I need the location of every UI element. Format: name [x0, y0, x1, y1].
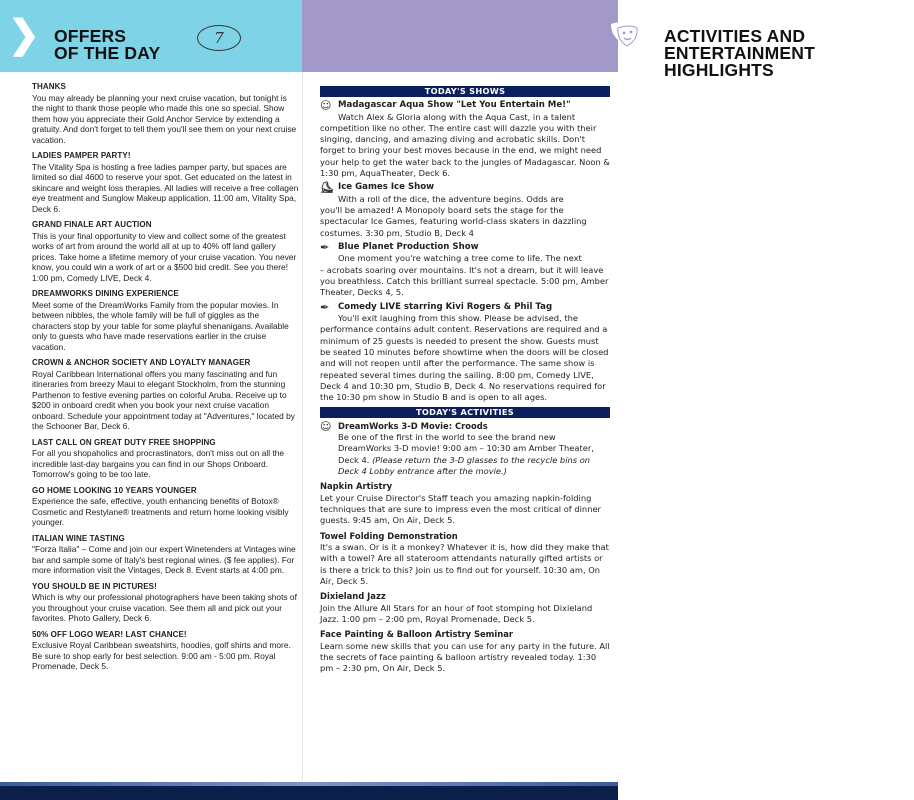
- offer-title: CROWN & ANCHOR SOCIETY AND LOYALTY MANAGER: [32, 358, 251, 367]
- offers-title: OFFERS OF THE DAY: [54, 26, 161, 63]
- activity-title: Napkin Artistry: [320, 481, 393, 492]
- activity-text: Learn some new skills that you can use for any party in the future. All the secrets of face painting & balloon artistry revealed today. 1:30 pm – 2:30 pm, On Air, Deck 5.: [320, 640, 610, 674]
- offer-text: Royal Caribbean International offers you many fascinating and fun itineraries from breezy Maui to elegant Stockholm, from the stunning Parthenon to festive evening parties on colorful Aruba. Receive up to $200 in onboard credit when you book your next cruise vacation onboard. Schedule your appointment today at "Adventures," located by the Schooner Bar, Deck 6.: [32, 368, 295, 431]
- show-title: Ice Games Ice Show: [338, 182, 435, 193]
- offer-title: 50% OFF LOGO WEAR! LAST CHANCE!: [32, 629, 187, 639]
- offers-header: [0, 0, 302, 72]
- show-text-first: With a roll of the dice, the adventure begins. Odds are: [338, 193, 564, 204]
- todays-activities-bar: TODAY'S ACTIVITIES: [320, 407, 610, 418]
- theater-masks-icon: [608, 18, 640, 50]
- offer-title: LADIES PAMPER PARTY!: [32, 151, 131, 160]
- offer-text: Which is why our professional photographers have been taking shots of you throughout your cruise vacation. See them all and pick out your favorites. Photo Gallery, Deck 6.: [32, 592, 297, 623]
- show-item: [320, 100, 610, 179]
- activity-text: It's a swan. Or is it a monkey? Whatever it is, how did they make that with a towel? Are all stateroom attendants naturally gifted artists or is there a trick to this? Join us to find out for yourself. 10:30 am, On Air, Deck 5.: [320, 542, 609, 586]
- show-text: you'll be amazed! A Monopoly board sets the stage for the spectacular Ice Games, featuring world-class skaters in dazzling costumes. 3:30 pm, Studio B, Deck 4: [320, 205, 587, 238]
- offer-text: Exclusive Royal Caribbean sweatshirts, hoodies, golf shirts and more. Be sure to shop early for best selection. 9:00 am - 5:00 pm. Royal Promenade, Deck 5.: [32, 640, 291, 671]
- offer-item: [32, 582, 300, 624]
- show-title: Madagascar Aqua Show "Let You Entertain Me!": [338, 100, 571, 110]
- offer-item: [32, 82, 300, 145]
- show-item: [320, 242, 610, 299]
- show-title: Comedy LIVE starring Kivi Rogers & Phil Tag: [338, 301, 553, 312]
- offer-item: [32, 534, 300, 576]
- activity-item: [320, 591, 610, 625]
- offer-text: You may already be planning your next cruise vacation, but tonight is the night to thank those people who made this one so special. Show them how you appreciate their Gold Anchor Service by extending a gratuity. And don't forget to tell them you'll see them on your next cruise vacation.: [32, 92, 297, 145]
- todays-shows-bar: TODAY'S SHOWS: [320, 86, 610, 97]
- show-text: competition like no other. The entire cast will dazzle you with their singing, dancing, and amazing diving and acrobatic skills. Don't forget to bring your best moves because in the end, we might need your help to get the water back to the jungles of Madagascar. Noon & 1:30 pm, AquaTheater, Deck 6.: [320, 122, 610, 178]
- activity-title: DreamWorks 3-D Movie: Croods: [338, 420, 488, 431]
- show-item: [320, 182, 610, 239]
- activities-title: ACTIVITIES AND ENTERTAINMENT HIGHLIGHTS: [664, 26, 816, 80]
- offer-title: GO HOME LOOKING 10 YEARS YOUNGER: [32, 485, 197, 495]
- activity-item: [320, 531, 610, 588]
- offer-item: [32, 220, 300, 283]
- ice-skate-icon: ⛸: [320, 181, 334, 195]
- activity-title: Towel Folding Demonstration: [320, 530, 458, 541]
- offer-item: [32, 630, 300, 672]
- offer-text: Meet some of the DreamWorks Family from the popular movies. In between nibbles, the whole family will be full of giggles as the characters stop by your table for some playful shenanigans. Available only to guests who have made reservations earlier in the cruise vacation.: [32, 299, 289, 352]
- handwritten-page-number: 7: [197, 25, 241, 51]
- offer-text: Experience the safe, effective, youth enhancing benefits of Botox® Cosmetic and Restylane® treatments and return home looking visibly younger.: [32, 496, 289, 527]
- activity-title: Dixieland Jazz: [320, 591, 386, 602]
- comedy-mask-icon: ☺: [320, 419, 332, 433]
- activity-text: Be one of the first in the world to see the brand new DreamWorks 3-D movie! 9:00 am – 10:30 am Amber Theater, Deck 4.: [338, 432, 594, 465]
- activity-text: Let your Cruise Director's Staff teach you amazing napkin-folding techniques that are sure to impress even the most critical of dinner guests. 9:45 am, On Air, Deck 5.: [320, 492, 601, 526]
- column-divider: [302, 72, 303, 780]
- chevron-right-icon: ❯: [8, 14, 40, 56]
- activity-item: [320, 629, 610, 674]
- feather-quill-icon: ✒: [320, 240, 330, 254]
- offer-item: [32, 358, 300, 432]
- show-text: – acrobats soaring over mountains. It's not a dream, but it will leave you breathless. Catch this brilliant surreal spectacle. 5:00 pm, Amber Theater, Decks 4, 5.: [320, 264, 609, 298]
- show-text-first: You'll exit laughing from this show. Please be advised, the: [338, 313, 578, 324]
- offer-text: "Forza Italia" – Come and join our expert Winetenders at Vintages wine bar and sample some of Italy's best regional wines. ($ fee applies). For more information visit the Vintages, Deck 8. Event starts at 4:00 pm.: [32, 544, 296, 575]
- show-title: Blue Planet Production Show: [338, 241, 479, 252]
- offer-item: [32, 486, 300, 528]
- activity-note: (Please return the 3-D glasses to the recycle bins on Deck 4 Lobby entrance after the movie.): [338, 454, 591, 476]
- offer-item: [32, 438, 300, 480]
- activity-item: [320, 481, 610, 526]
- show-item: [320, 302, 610, 404]
- show-text: performance contains adult content. Reservations are required and a minimum of 25 guests is needed to present the show. Guests must be seated 10 minutes before showtime when the doors will be closed and will not reopen until after the performance. The same show is repeated several times during the sailing. 8:00 pm, Comedy LIVE, Deck 4 and 10:30 pm, Studio B, Deck 4. No reservations required for the 10:30 pm show in Studio B and is open to all ages.: [320, 324, 609, 403]
- offer-item: [32, 289, 300, 352]
- offer-title: THANKS: [32, 82, 66, 91]
- offer-text: The Vitality Spa is hosting a free ladies pamper party, but spaces are limited so dial 4600 to reserve your spot. Get educated on the latest in skincare and weight loss therapies. All ladies will receive a free collagen eye treatment and Sunglow Makeup application. 11:00 am, Vitality Spa, Deck 6.: [32, 161, 299, 214]
- offer-title: YOU SHOULD BE IN PICTURES!: [32, 581, 157, 591]
- offer-title: ITALIAN WINE TASTING: [32, 533, 125, 543]
- show-text-first: Watch Alex & Gloria along with the Aqua Cast, in a talent: [338, 111, 576, 122]
- activities-column: [320, 86, 610, 679]
- offer-title: DREAMWORKS DINING EXPERIENCE: [32, 289, 179, 298]
- offer-title: LAST CALL ON GREAT DUTY FREE SHOPPING: [32, 437, 216, 447]
- offer-text: For all you shopaholics and procrastinators, don't miss out on all the incredible last-day bargains you can find in our Shops Onboard. Tomorrow's going to be too late.: [32, 448, 285, 479]
- activity-title: Face Painting & Balloon Artistry Seminar: [320, 629, 513, 640]
- footer-band: [0, 782, 618, 800]
- offer-text: This is your final opportunity to view and collect some of the greatest works of art from around the world all at up to 40% off land gallery prices. Take home a lifetime memory of your cruise vacation. You never know, you could win a work of art or a $500 bid credit. See you there! 1:00 pm, Comedy LIVE, Deck 4.: [32, 230, 297, 283]
- activities-header: [302, 0, 816, 80]
- offers-column: [32, 82, 300, 678]
- activity-item: [320, 421, 610, 478]
- activity-text: Join the Allure All Stars for an hour of foot stomping hot Dixieland Jazz. 1:00 pm – 2:00 pm, Royal Promenade, Deck 5.: [320, 602, 593, 625]
- offer-title: GRAND FINALE ART AUCTION: [32, 220, 152, 229]
- comedy-mask-icon: ☺: [320, 99, 332, 112]
- feather-quill-icon: ✒: [320, 300, 330, 314]
- show-text-first: One moment you're watching a tree come to life. The next: [338, 253, 582, 264]
- offer-item: [32, 151, 300, 214]
